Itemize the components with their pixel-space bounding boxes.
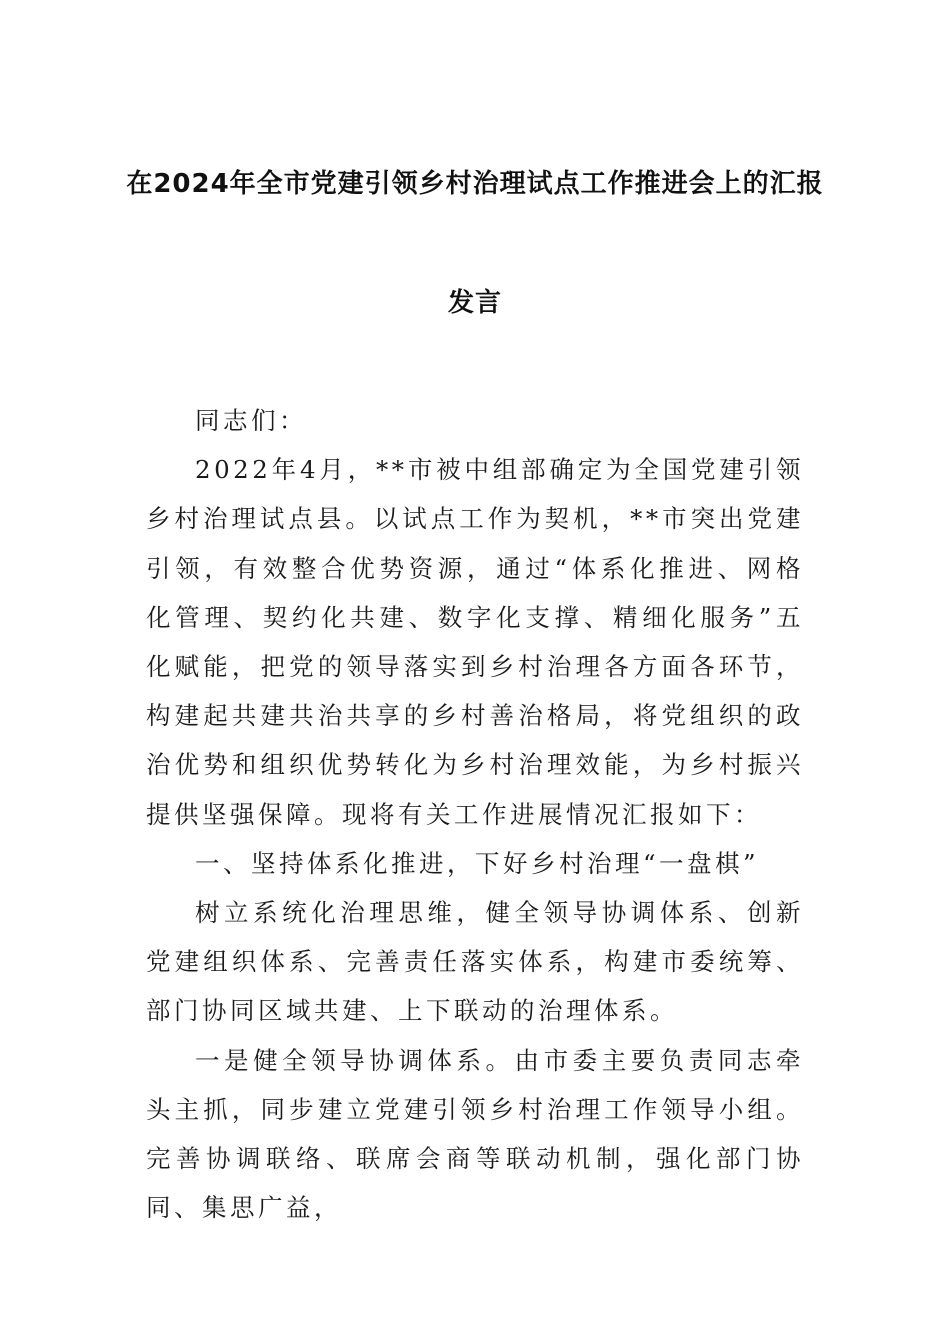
salutation: 同志们： — [195, 406, 307, 435]
document-body — [146, 396, 804, 1232]
document-title-line-1: 在2024年全市党建引领乡村治理试点工作推进会上的汇报 — [126, 169, 824, 199]
section-heading-1: 一、坚持体系化推进，下好乡村治理“一盘棋” — [195, 848, 760, 878]
section-1-paragraph-2: 一是健全领导协调体系。由市委主要负责同志牵头主抓，同步建立党建引领乡村治理工作领导小组。完善协调联络、联席会商等联动机制，强化部门协同、集思广益， — [146, 1045, 804, 1223]
intro-paragraph: 2022年4月，**市被中组部确定为全国党建引领乡村治理试点县。以试点工作为契机，**市突出党建引领，有效整合优势资源，通过“体系化推进、网格化管理、契约化共建、数字化支撑、精细化服务”五化赋能，把党的领导落实到乡村治理各方面各环节，构建起共建共治共享的乡村善治格局，将党组织的政治优势和组织优势转化为乡村治理效能，为乡村振兴提供坚强保障。现将有关工作进展情况汇报如下： — [146, 455, 804, 829]
document-title-line-2: 发言 — [447, 288, 502, 318]
section-1-paragraph-1: 树立系统化治理思维，健全领导协调体系、创新党建组织体系、完善责任落实体系，构建市委统筹、部门协同区域共建、上下联动的治理体系。 — [146, 898, 804, 1026]
